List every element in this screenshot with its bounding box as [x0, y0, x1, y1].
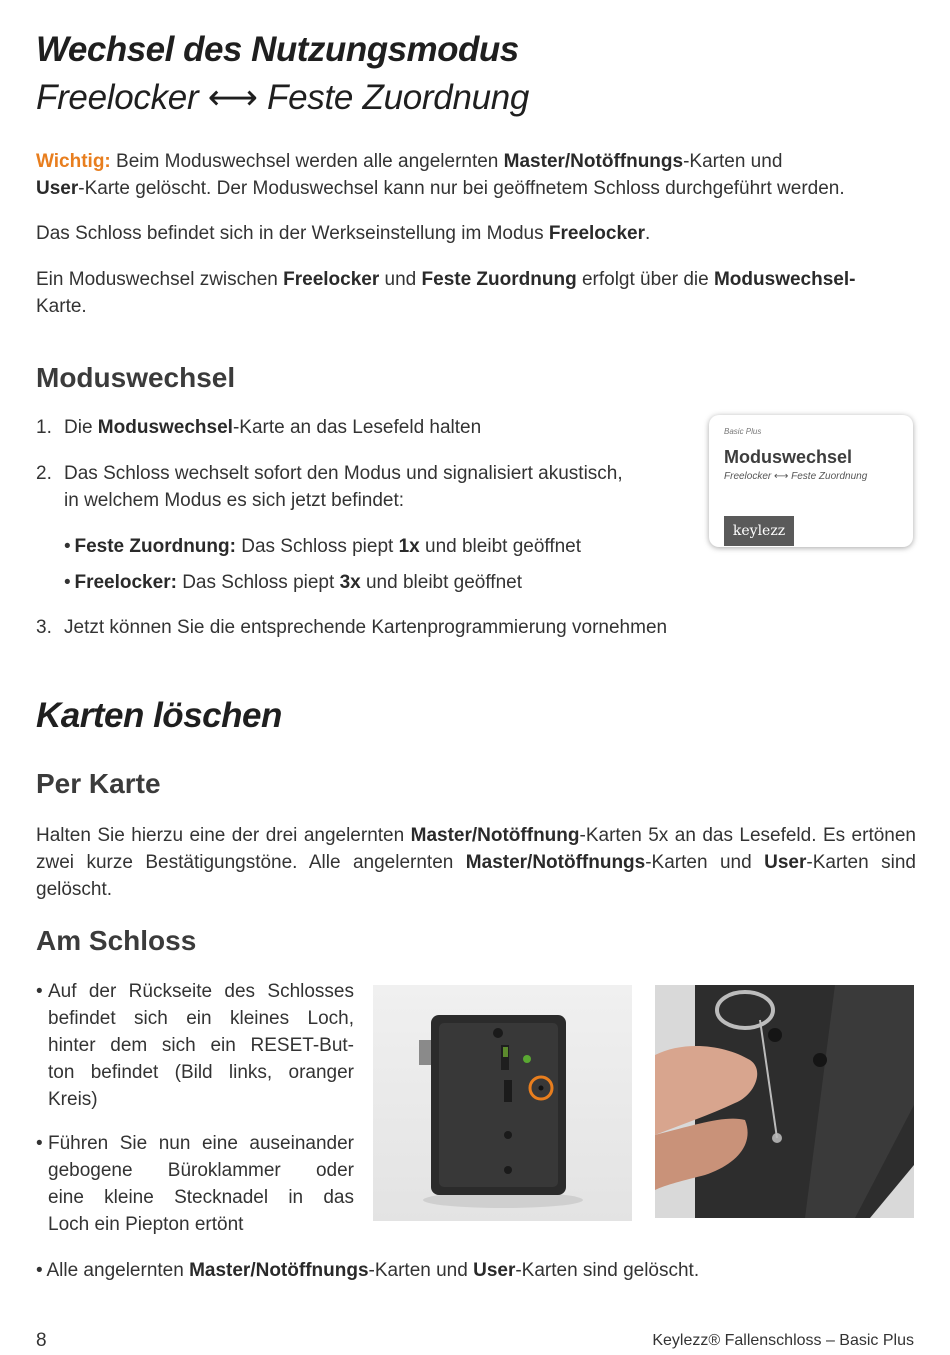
moduswechsel-card-image [709, 415, 913, 547]
section-heading-karten-loeschen: Karten löschen [36, 696, 282, 735]
important-paragraph: Wichtig: Beim Moduswechsel werden alle angelernten Master/Notöffnungs-Karten und User-Karte gelöscht. Der Moduswechsel kann nur bei geöffnetem Schloss durchgeführt werden. [36, 151, 845, 199]
keylezz-logo: keylezz [724, 516, 794, 546]
section-heading-moduswechsel: Moduswechsel [36, 362, 236, 393]
page-title: Wechsel des Nutzungsmodus [36, 30, 519, 69]
step-2: 2. Das Schloss wechselt sofort den Modus und signalisiert akustisch, in welchem Modus es sich jetzt befindet: [36, 463, 623, 511]
footer-product-name: Keylezz® Fallenschloss – Basic Plus [652, 1332, 914, 1349]
card-title: Moduswechsel [724, 447, 853, 467]
lock-back-photo [373, 985, 632, 1221]
important-label: Wichtig: [36, 151, 111, 172]
bullet-freelocker: • Freelocker: Das Schloss piept 3x und bleibt geöffnet [64, 572, 522, 593]
step-3: 3. Jetzt können Sie die entsprechende Kartenprogrammierung vornehmen [36, 617, 668, 638]
mode-change-paragraph: Ein Moduswechsel zwischen Freelocker und Feste Zuordnung erfolgt über die Moduswechsel- Karte. [36, 269, 856, 317]
paperclip-reset-photo [655, 985, 914, 1218]
page-subtitle: Freelocker ⟷ Feste Zuordnung [36, 78, 530, 117]
subheading-per-karte: Per Karte [36, 768, 161, 799]
bullet-reset-hole: • Auf der Rückseite des Schlosses befindet sich ein kleines Loch, hinter dem sich ein RESET-But- ton befindet (Bild links, oranger Kreis) [36, 981, 354, 1110]
step-1: 1. Die Moduswechsel-Karte an das Lesefeld halten [36, 417, 482, 438]
subheading-am-schloss: Am Schloss [36, 925, 197, 956]
bullet-feste-zuordnung: • Feste Zuordnung: Das Schloss piept 1x und bleibt geöffnet [64, 536, 582, 557]
card-subtitle: Freelocker ⟷ Feste Zuordnung [724, 471, 868, 482]
bullet-paperclip: • Führen Sie nun eine auseinander gebogene Büroklammer oder eine kleine Stecknadel in das Loch ein Piepton ertönt [36, 1133, 354, 1235]
factory-setting-paragraph: Das Schloss befindet sich in der Werkseinstellung im Modus Freelocker. [36, 223, 651, 244]
per-karte-paragraph: Halten Sie hierzu eine der drei angelernten Master/Notöffnung-Karten 5x an das Lesefeld. Es ertönen zwei kurze Bestätigungstöne. Alle angelernten Master/Notöffnungs-Karten und User-Karten sind gelöscht. [36, 825, 916, 900]
card-series-label: Basic Plus [724, 427, 762, 436]
page-number: 8 [36, 1330, 47, 1351]
bullet-all-deleted: • Alle angelernten Master/Notöffnungs-Karten und User-Karten sind gelöscht. [36, 1260, 700, 1281]
